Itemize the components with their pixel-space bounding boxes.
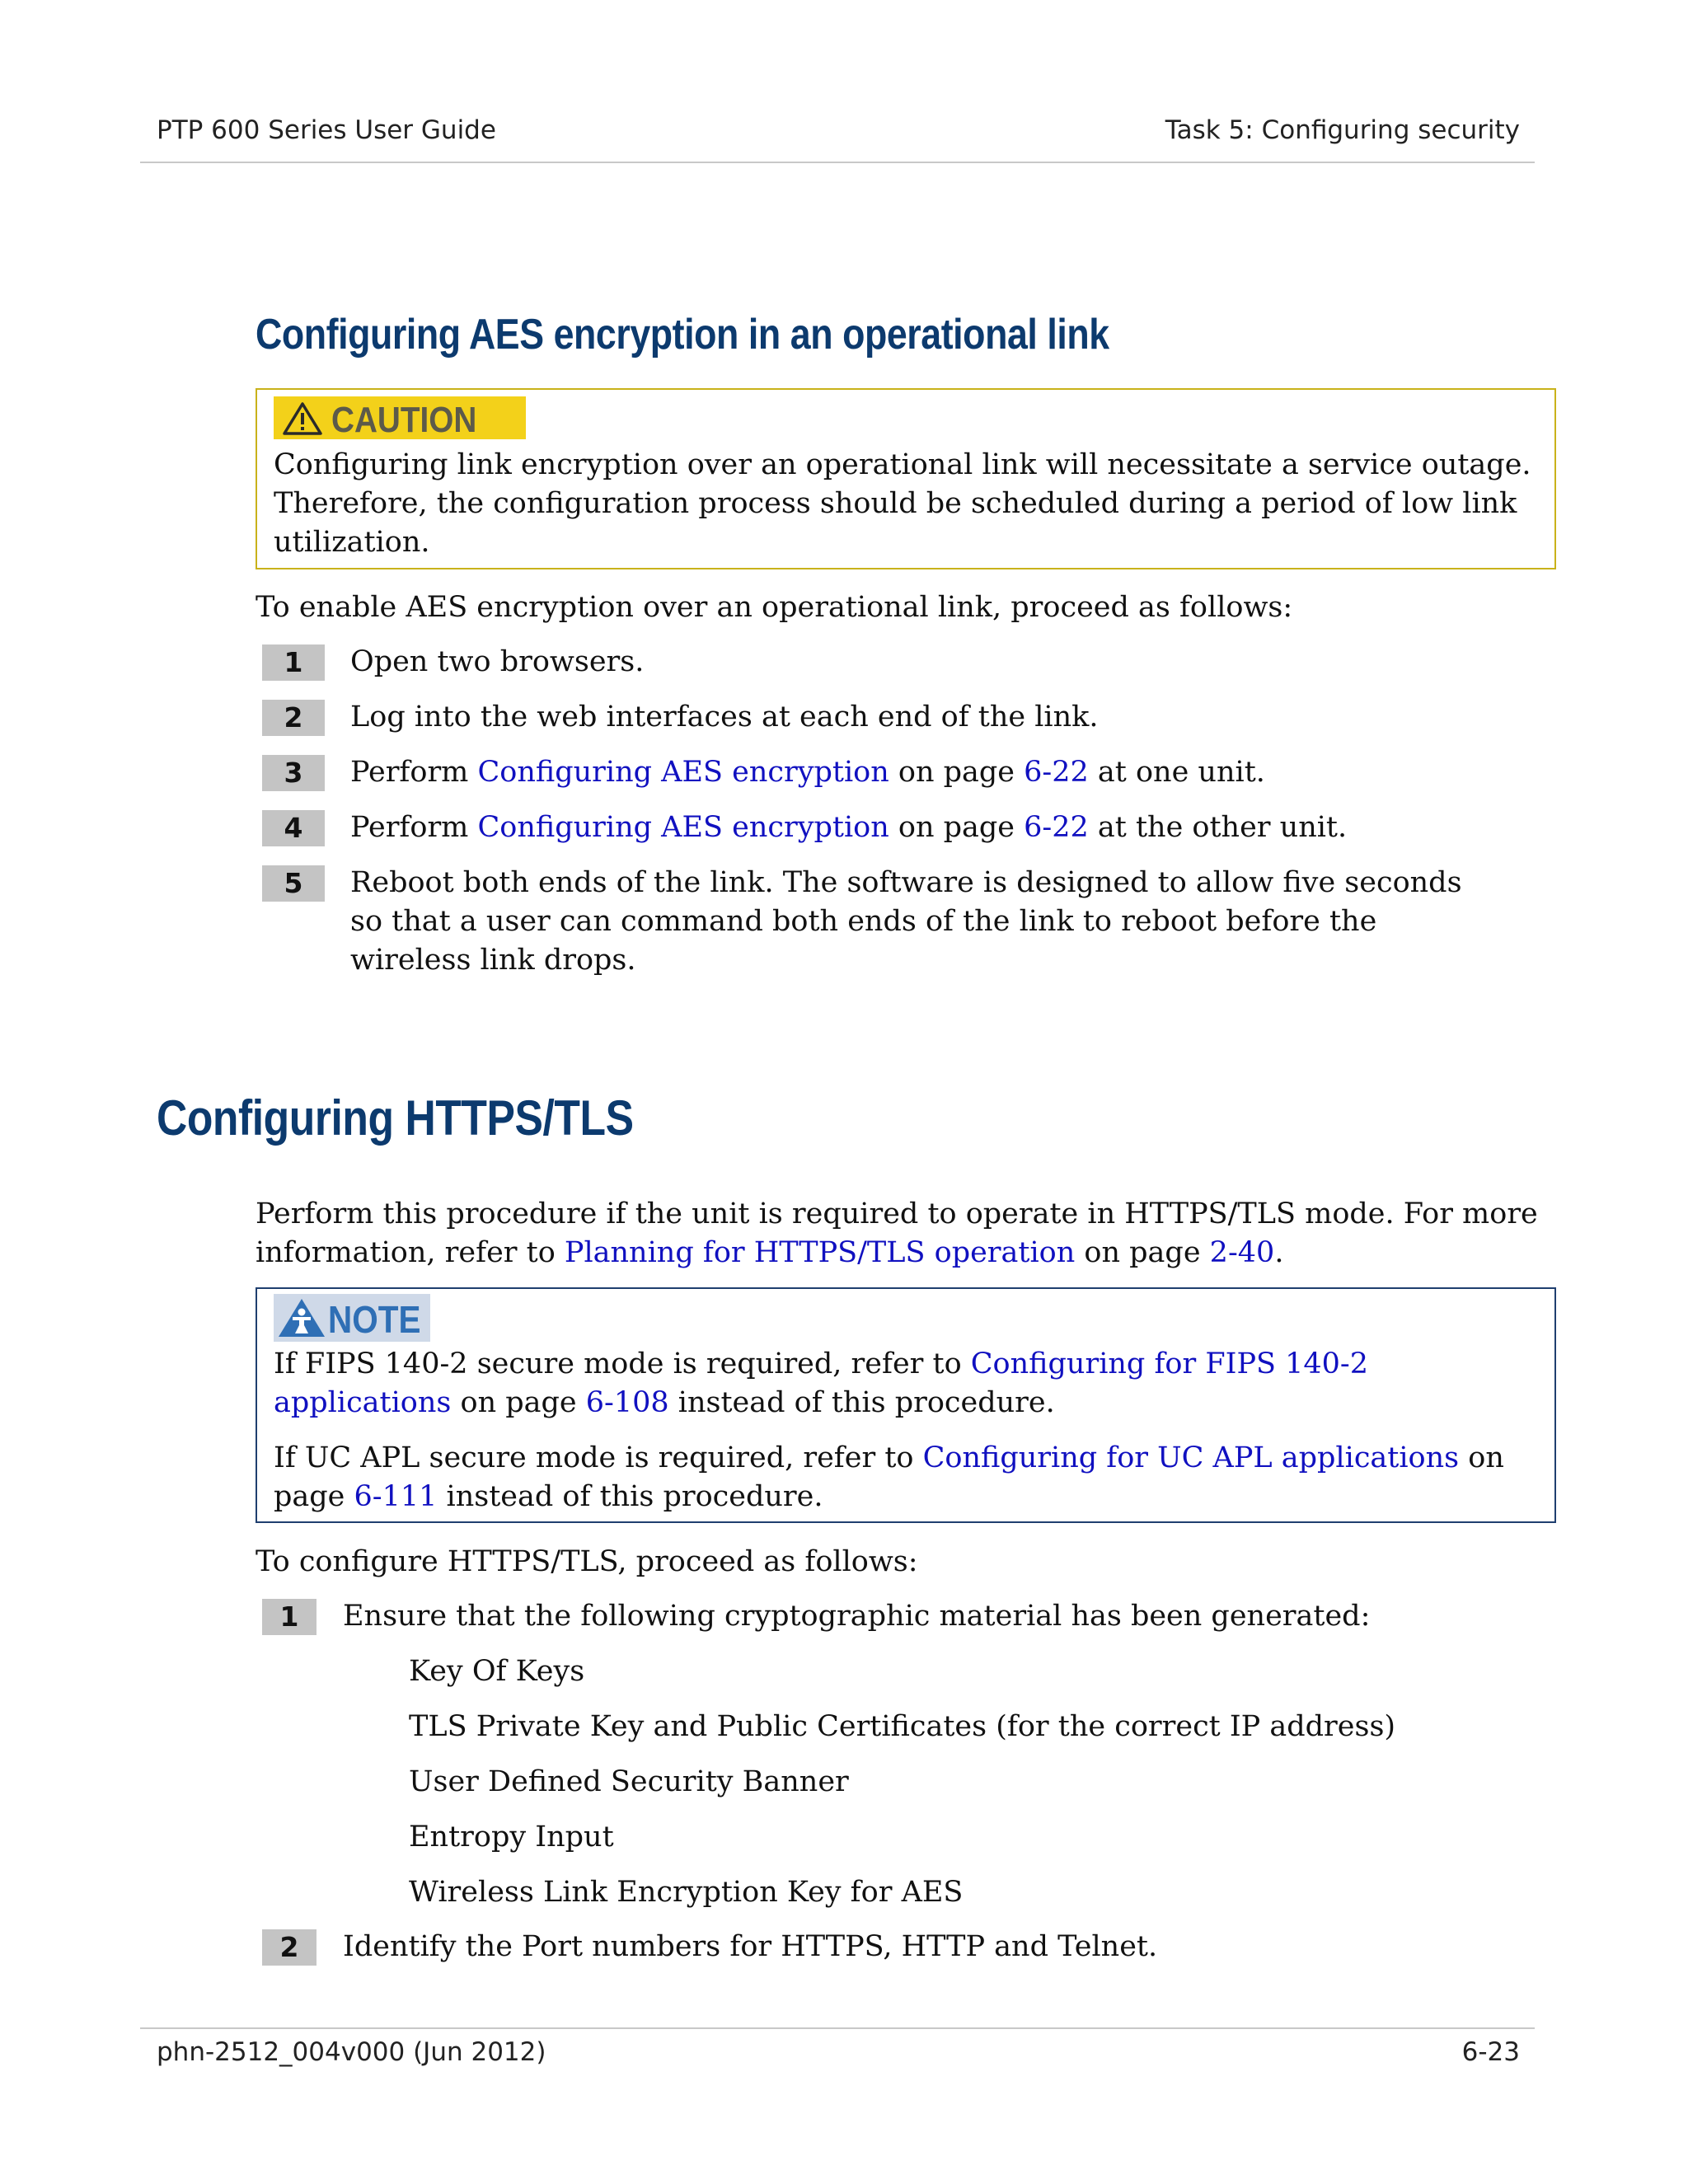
step-text: Log into the web interfaces at each end of the link. xyxy=(350,701,1099,733)
list-item: TLS Private Key and Public Certificates (for the correct IP address) xyxy=(409,1710,1396,1743)
list-item: Wireless Link Encryption Key for AES xyxy=(409,1876,964,1909)
page-reference-link[interactable]: 2-40 xyxy=(1209,1236,1275,1269)
step-number: 4 xyxy=(262,810,325,846)
warning-triangle-icon xyxy=(282,401,323,436)
step-text: Reboot both ends of the link. The software is designed to allow five seconds so that a user can command both ends of the link to reboot before the wireless link drops. xyxy=(350,866,1462,977)
step-number: 2 xyxy=(262,1929,316,1966)
note-paragraph-ucapl: If UC APL secure mode is required, refer to Configuring for UC APL applications on page 6-111 instead of this procedure. xyxy=(274,1441,1504,1513)
note-callout xyxy=(256,1287,1556,1523)
page-reference-link[interactable]: 6-22 xyxy=(1024,756,1089,789)
step-text: Perform Configuring AES encryption on page 6-22 at the other unit. xyxy=(350,811,1348,844)
https-section-heading: Configuring HTTPS/TLS xyxy=(157,1090,634,1146)
list-item: Key Of Keys xyxy=(409,1655,585,1688)
step-number: 2 xyxy=(262,700,325,736)
page-reference-link[interactable]: 6-111 xyxy=(354,1480,438,1513)
cross-reference-link[interactable]: Planning for HTTPS/TLS operation xyxy=(564,1236,1076,1269)
list-item: Entropy Input xyxy=(409,1821,614,1854)
cross-reference-link[interactable]: Configuring for UC APL applications xyxy=(922,1441,1460,1474)
list-item: User Defined Security Banner xyxy=(409,1765,849,1798)
document-id: phn-2512_004v000 (Jun 2012) xyxy=(157,2037,546,2067)
header-divider xyxy=(140,162,1535,163)
note-badge xyxy=(274,1294,430,1342)
aes-section-heading: Configuring AES encryption in an operational link xyxy=(256,311,1109,359)
cross-reference-link[interactable]: Configuring AES encryption xyxy=(477,811,889,844)
aes-intro: To enable AES encryption over an operational link, proceed as follows: xyxy=(256,591,1293,624)
step-text: Identify the Port numbers for HTTPS, HTTP and Telnet. xyxy=(343,1930,1158,1963)
caution-label: CAUTION xyxy=(331,400,477,440)
cross-reference-link[interactable]: Configuring for FIPS 140-2 applications xyxy=(274,1347,1369,1419)
caution-callout xyxy=(256,388,1556,569)
step-text: Open two browsers. xyxy=(350,645,645,678)
page-reference-link[interactable]: 6-108 xyxy=(585,1386,669,1419)
step-text: Perform Configuring AES encryption on page 6-22 at one unit. xyxy=(350,756,1265,789)
step-number: 5 xyxy=(262,865,325,902)
caution-badge xyxy=(274,396,526,439)
step-number: 1 xyxy=(262,1599,316,1635)
https-proceed-intro: To configure HTTPS/TLS, proceed as follows: xyxy=(256,1545,918,1578)
step-text: Ensure that the following cryptographic material has been generated: xyxy=(343,1600,1371,1633)
https-intro: Perform this procedure if the unit is required to operate in HTTPS/TLS mode. For more information, refer to Planning for HTTPS/TLS operation on page 2-40. xyxy=(256,1197,1538,1269)
note-paragraph-fips: If FIPS 140-2 secure mode is required, refer to Configuring for FIPS 140-2 applications on page 6-108 instead of this procedure. xyxy=(274,1347,1369,1419)
step-number: 1 xyxy=(262,644,325,681)
cross-reference-link[interactable]: Configuring AES encryption xyxy=(477,756,889,789)
running-header-section: Task 5: Configuring security xyxy=(1165,115,1520,145)
page-number: 6-23 xyxy=(1461,2037,1520,2067)
note-icon xyxy=(277,1297,326,1338)
page-reference-link[interactable]: 6-22 xyxy=(1024,811,1089,844)
footer-divider xyxy=(140,2027,1535,2029)
caution-text: Configuring link encryption over an operational link will necessitate a service outage. Therefore, the configuration process should be scheduled during a period of low link utilization. xyxy=(274,448,1531,559)
note-label: NOTE xyxy=(328,1298,421,1341)
running-header-title: PTP 600 Series User Guide xyxy=(157,115,496,145)
step-number: 3 xyxy=(262,755,325,791)
